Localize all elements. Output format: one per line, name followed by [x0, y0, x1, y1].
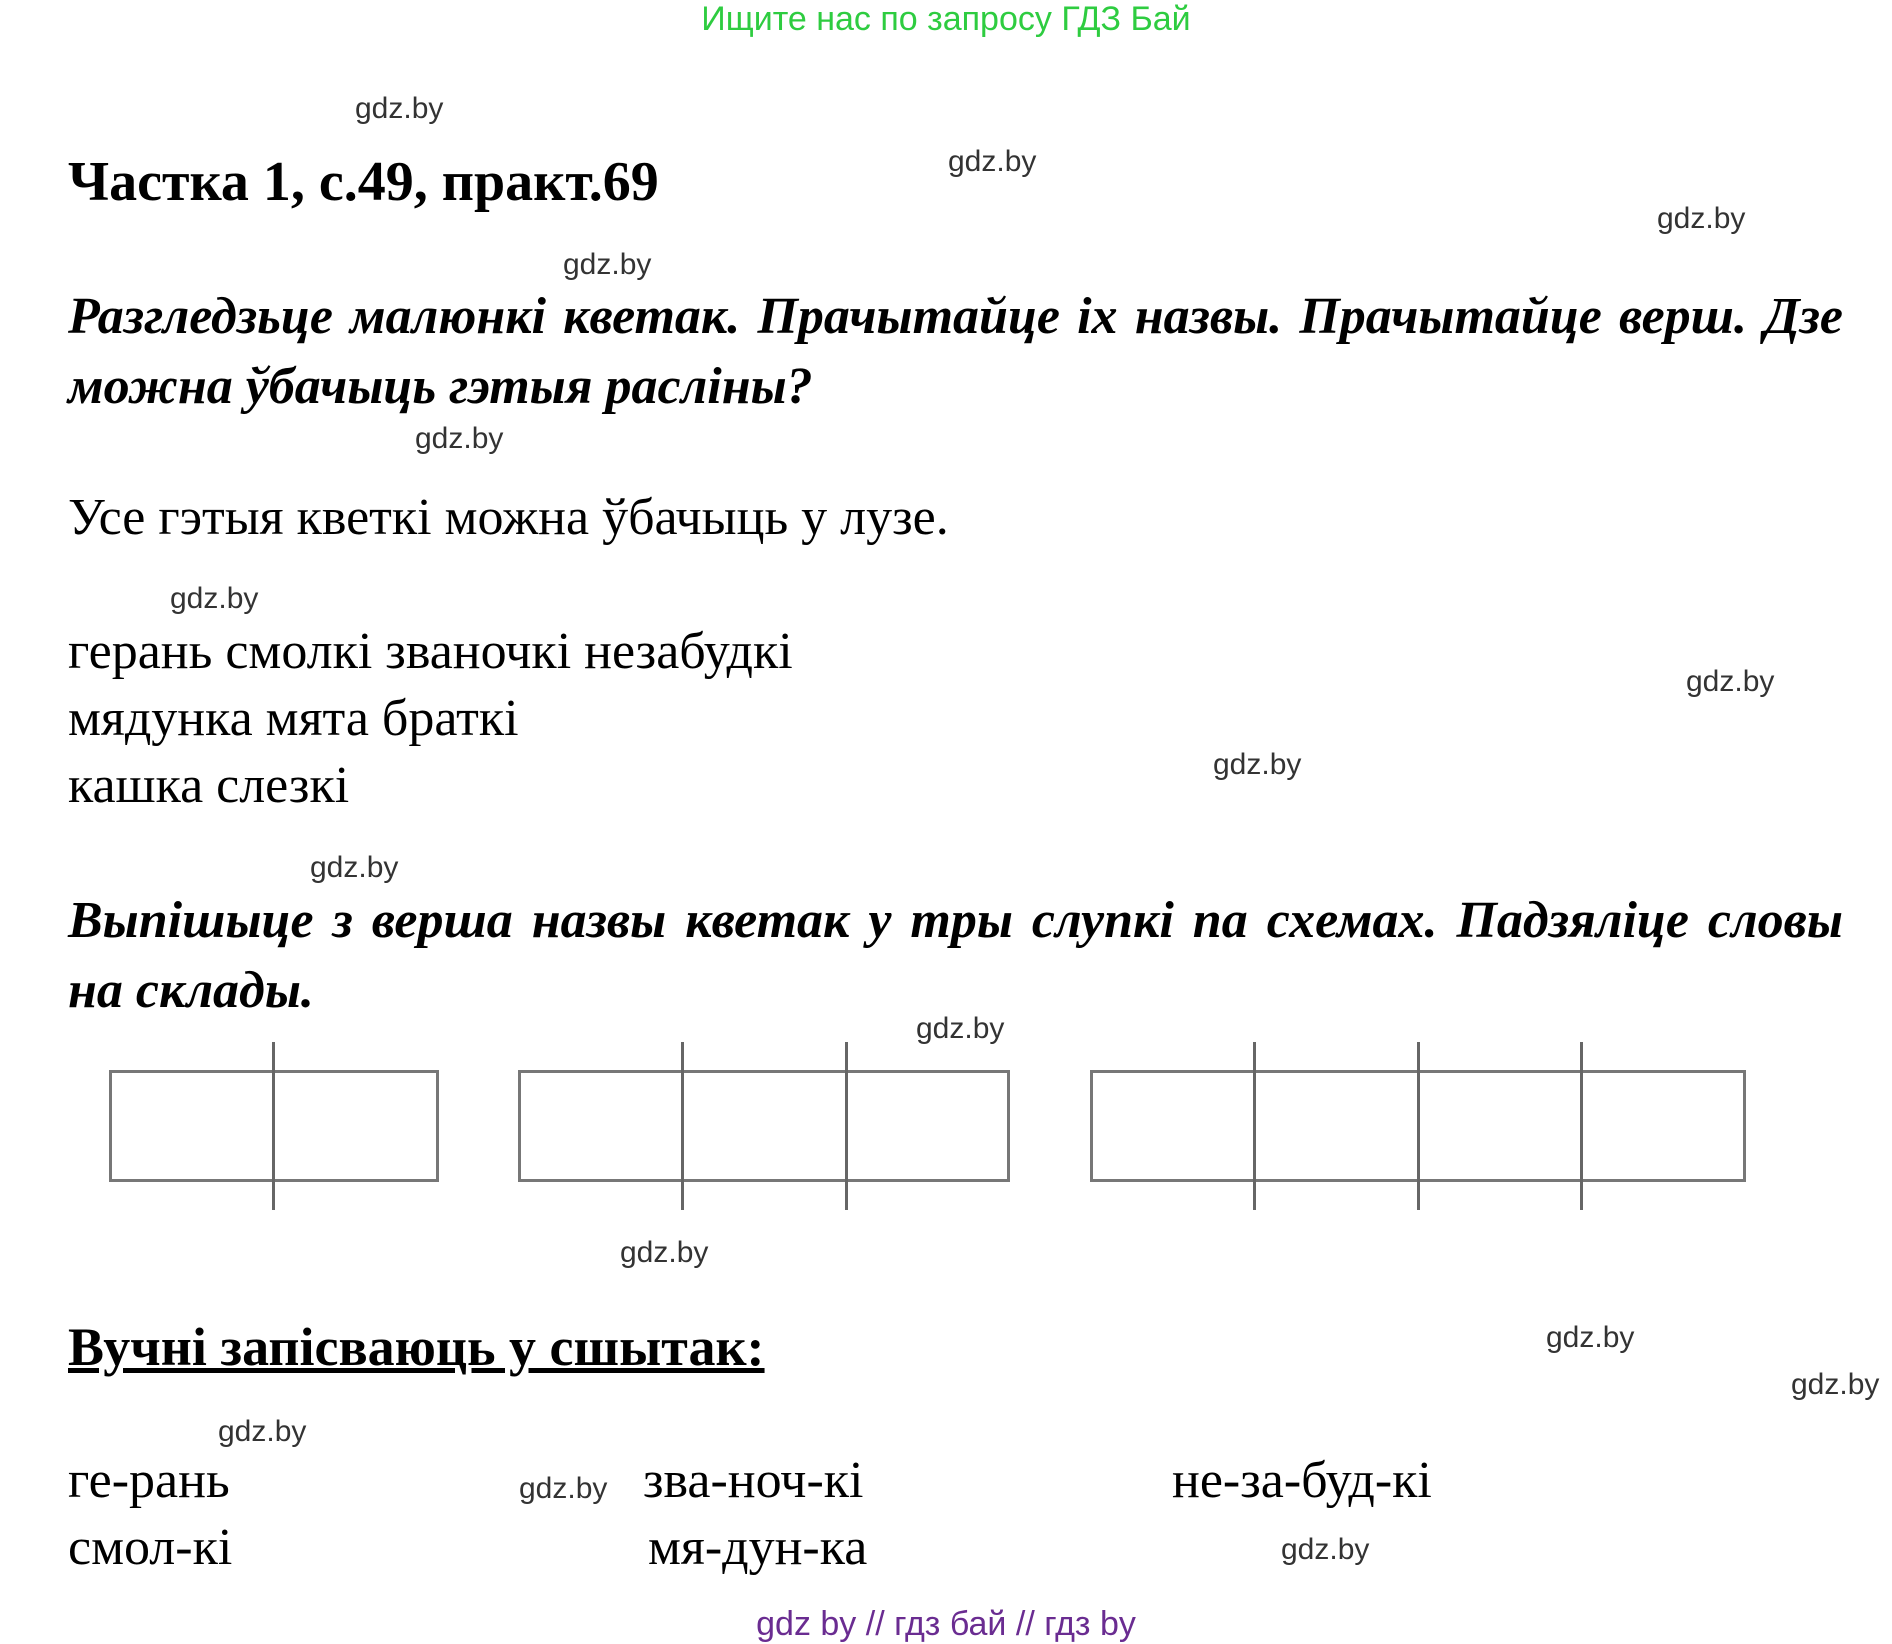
syllable-word: мя-дун-ка [648, 1519, 868, 1576]
footer-watermark: gdz by // гдз бай // гдз by [756, 1605, 1136, 1643]
syllable-word: ге-рань [68, 1452, 230, 1509]
watermark: gdz.by [1686, 665, 1775, 698]
syllable-divider [272, 1042, 275, 1210]
watermark: gdz.by [355, 92, 444, 125]
watermark: gdz.by [563, 248, 652, 281]
notebook-heading: Вучні запісваюць у сшытак: [68, 1317, 765, 1377]
watermark: gdz.by [916, 1012, 1005, 1045]
syllable-divider [1580, 1042, 1583, 1210]
watermark: gdz.by [1657, 202, 1746, 235]
watermark: gdz.by [170, 582, 259, 615]
watermark: gdz.by [948, 145, 1037, 178]
watermark: gdz.by [1213, 748, 1302, 781]
syllable-divider [1417, 1042, 1420, 1210]
watermark: gdz.by [310, 851, 399, 884]
syllable-scheme-3 [518, 1042, 1010, 1210]
watermark: gdz.by [620, 1236, 709, 1269]
syllable-word: смол-кі [68, 1519, 233, 1576]
syllable-scheme-2 [109, 1042, 439, 1210]
search-banner: Ищите нас по запросу ГДЗ Бай [701, 0, 1191, 38]
syllable-word: зва-ноч-кі [643, 1452, 864, 1509]
flower-line-3: кашка слезкі [68, 757, 350, 814]
watermark: gdz.by [1281, 1533, 1370, 1566]
answer-text: Усе гэтыя кветкі можна ўбачыць у лузе. [68, 489, 949, 546]
watermark: gdz.by [218, 1415, 307, 1448]
task-instruction-1: Разгледзьце малюнкі кветак. Прачытайце іх назвы. Прачытайце верш. Дзе можна ўбачыць гэтыя расліны? [68, 288, 1843, 415]
syllable-word: не-за-буд-кі [1172, 1452, 1432, 1509]
watermark: gdz.by [1791, 1368, 1880, 1401]
watermark: gdz.by [519, 1472, 608, 1505]
syllable-divider [845, 1042, 848, 1210]
syllable-divider [1253, 1042, 1256, 1210]
page-title: Частка 1, с.49, практ.69 [68, 151, 659, 213]
watermark: gdz.by [415, 422, 504, 455]
scheme-box [518, 1070, 1010, 1182]
watermark: gdz.by [1546, 1321, 1635, 1354]
syllable-scheme-4 [1090, 1042, 1746, 1210]
task-instruction-2: Выпішыце з верша назвы кветак у тры слупкі па схемах. Падзяліце словы на склады. [68, 892, 1843, 1019]
flower-line-2: мядунка мята браткі [68, 690, 519, 747]
flower-line-1: герань смолкі званочкі незабудкі [68, 623, 793, 680]
syllable-divider [681, 1042, 684, 1210]
